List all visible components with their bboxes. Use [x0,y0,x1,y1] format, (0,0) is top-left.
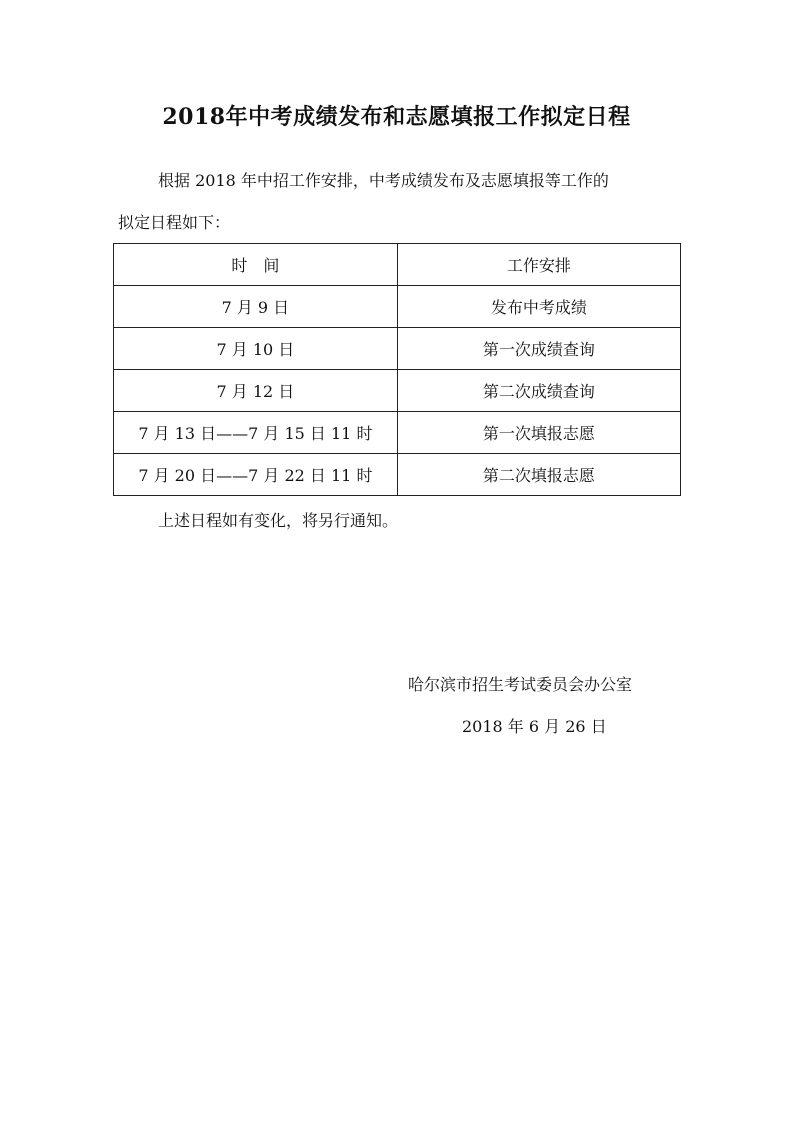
row-task: 第一次填报志愿 [397,412,680,454]
row-time: 7 月 10 日 [114,328,398,370]
row-time: 7 月 13 日——7 月 15 日 11 时 [114,412,398,454]
table-row [114,286,681,328]
table-header-row [114,244,681,286]
row-time: 7 月 9 日 [114,286,398,328]
row-task: 第二次填报志愿 [397,454,680,496]
signature-date: 2018 年 6 月 26 日 [462,717,607,736]
schedule-table [113,243,681,496]
table-row [114,328,681,370]
header-task: 工作安排 [397,244,680,286]
document-title: 2018年中考成绩发布和志愿填报工作拟定日程 [162,104,631,130]
table-row [114,370,681,412]
row-task: 第二次成绩查询 [397,370,680,412]
row-task: 第一次成绩查询 [397,328,680,370]
signature-organization: 哈尔滨市招生考试委员会办公室 [408,675,633,694]
intro-paragraph-line-1: 根据 2018 年中招工作安排，中考成绩发布及志愿填报等工作的 [158,171,609,190]
header-time: 时 间 [114,244,398,286]
row-time: 7 月 12 日 [114,370,398,412]
closing-note: 上述日程如有变化，将另行通知。 [158,511,399,530]
row-time: 7 月 20 日——7 月 22 日 11 时 [114,454,398,496]
intro-paragraph-line-2: 拟定日程如下： [118,213,231,232]
table-row [114,454,681,496]
table-row [114,412,681,454]
row-task: 发布中考成绩 [397,286,680,328]
